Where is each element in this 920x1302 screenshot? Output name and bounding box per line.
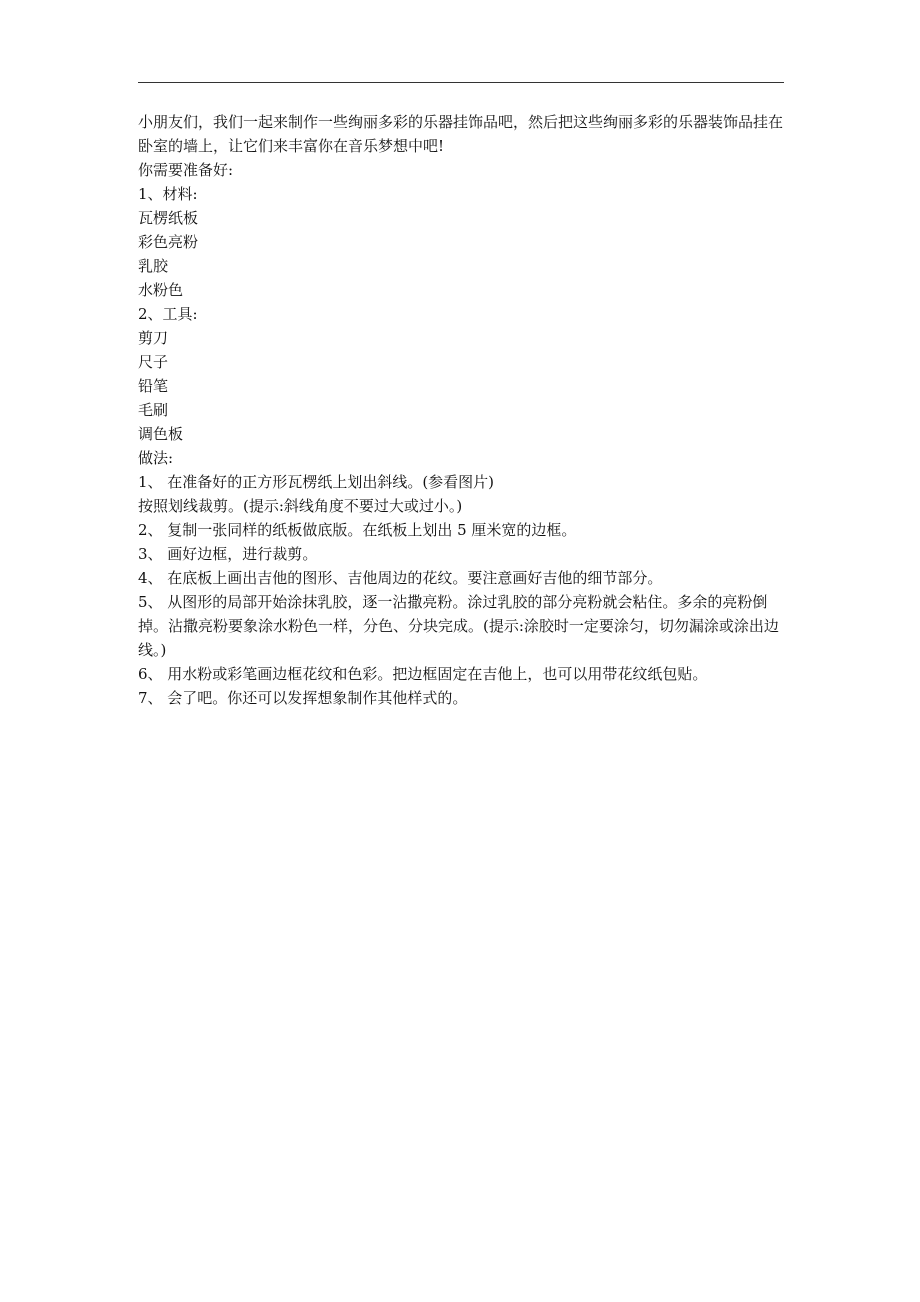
material-item: 乳胶: [138, 257, 169, 275]
method-step: 1、 在准备好的正方形瓦楞纸上划出斜线。(参看图片): [138, 473, 495, 491]
method-step: 4、 在底板上画出吉他的图形、吉他周边的花纹。要注意画好吉他的细节部分。: [138, 569, 663, 587]
method-step: 6、 用水粉或彩笔画边框花纹和色彩。把边框固定在吉他上，也可以用带花纹纸包贴。: [138, 665, 708, 683]
tool-item: 调色板: [138, 425, 184, 443]
material-item: 水粉色: [138, 281, 184, 299]
method-heading: 做法:: [138, 449, 174, 467]
tool-item: 毛刷: [138, 401, 169, 419]
method-step: 按照划线裁剪。(提示:斜线角度不要过大或过小。): [138, 497, 463, 515]
prepare-heading: 你需要准备好:: [138, 161, 234, 179]
method-step: 3、 画好边框，进行裁剪。: [138, 545, 318, 563]
tool-item: 尺子: [138, 353, 169, 371]
method-step: 7、 会了吧。你还可以发挥想象制作其他样式的。: [138, 689, 468, 707]
materials-heading: 1、材料:: [138, 185, 198, 203]
method-step: 2、 复制一张同样的纸板做底版。在纸板上划出 5 厘米宽的边框。: [138, 521, 577, 539]
tool-item: 剪刀: [138, 329, 169, 347]
tool-item: 铅笔: [138, 377, 169, 395]
header-rule: [138, 82, 784, 83]
material-item: 瓦楞纸板: [138, 209, 199, 227]
method-step: 5、 从图形的局部开始涂抹乳胶，逐一沾撒亮粉。涂过乳胶的部分亮粉就会粘住。多余的亮粉倒掉。沾撒亮粉要象涂水粉色一样，分色、分块完成。(提示:涂胶时一定要涂匀，切勿漏涂或涂出边线。): [138, 593, 779, 659]
document-body: [138, 110, 788, 710]
tools-heading: 2、工具:: [138, 305, 198, 323]
material-item: 彩色亮粉: [138, 233, 199, 251]
intro-paragraph: 小朋友们，我们一起来制作一些绚丽多彩的乐器挂饰品吧，然后把这些绚丽多彩的乐器装饰品挂在卧室的墙上，让它们来丰富你在音乐梦想中吧!: [138, 113, 784, 155]
